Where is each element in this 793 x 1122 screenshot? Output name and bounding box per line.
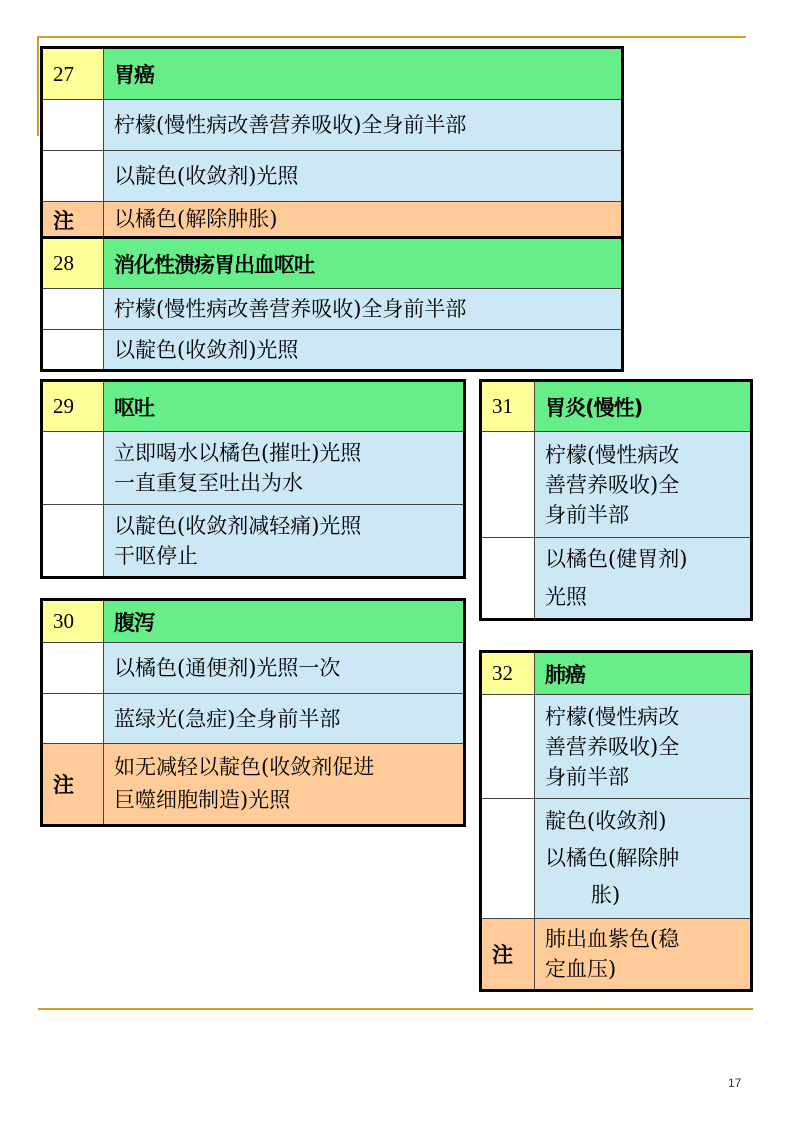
- note-text: 如无减轻以靛色(收敛剂促进 巨噬细胞制造)光照: [104, 744, 465, 826]
- entry-title: 肺癌: [535, 652, 752, 695]
- treatment-row: 柠檬(慢性病改善营养吸收)全身前半部: [104, 289, 623, 330]
- page-number: 17: [728, 1076, 742, 1090]
- table-29-vomiting: [40, 379, 466, 579]
- treatment-row: 靛色(收敛剂) 以橘色(解除肿 胀): [535, 799, 752, 919]
- treatment-row: 柠檬(慢性病改 善营养吸收)全 身前半部: [535, 432, 752, 538]
- footer-rule: [38, 1008, 753, 1010]
- table-32-lung-cancer: [479, 650, 753, 992]
- entry-title: 胃癌: [104, 48, 623, 100]
- note-text: 以橘色(解除肿胀): [104, 202, 623, 239]
- entry-number: 32: [481, 652, 535, 695]
- entry-number: 30: [42, 600, 104, 643]
- entry-number: 31: [481, 381, 535, 432]
- treatment-row: 以靛色(收敛剂减轻痛)光照 干呕停止: [104, 505, 465, 578]
- table-31-chronic-gastritis: [479, 379, 753, 621]
- header-rule: [38, 36, 746, 38]
- note-text: 肺出血紫色(稳 定血压): [535, 919, 752, 991]
- treatment-row: 以靛色(收敛剂)光照: [104, 330, 623, 371]
- entry-number: 28: [42, 238, 104, 289]
- entry-title: 消化性溃疡胃出血呕吐: [104, 238, 623, 289]
- treatment-row: 以橘色(通便剂)光照一次: [104, 643, 465, 694]
- table-30-diarrhea: [40, 598, 466, 827]
- table-27-stomach-cancer: [40, 46, 624, 240]
- note-label: 注: [42, 202, 104, 239]
- treatment-row: 以橘色(健胃剂) 光照: [535, 538, 752, 620]
- entry-title: 腹泻: [104, 600, 465, 643]
- note-label: 注: [42, 744, 104, 826]
- entry-number: 29: [42, 381, 104, 432]
- entry-title: 呕吐: [104, 381, 465, 432]
- treatment-row: 立即喝水以橘色(摧吐)光照 一直重复至吐出为水: [104, 432, 465, 505]
- treatment-row: 蓝绿光(急症)全身前半部: [104, 694, 465, 744]
- header-rule-vertical: [37, 36, 39, 136]
- treatment-row: 以靛色(收敛剂)光照: [104, 151, 623, 202]
- entry-title: 胃炎(慢性): [535, 381, 752, 432]
- treatment-row: 柠檬(慢性病改善营养吸收)全身前半部: [104, 100, 623, 151]
- table-28-peptic-ulcer: [40, 236, 624, 372]
- note-label: 注: [481, 919, 535, 991]
- treatment-row: 柠檬(慢性病改 善营养吸收)全 身前半部: [535, 695, 752, 799]
- entry-number: 27: [42, 48, 104, 100]
